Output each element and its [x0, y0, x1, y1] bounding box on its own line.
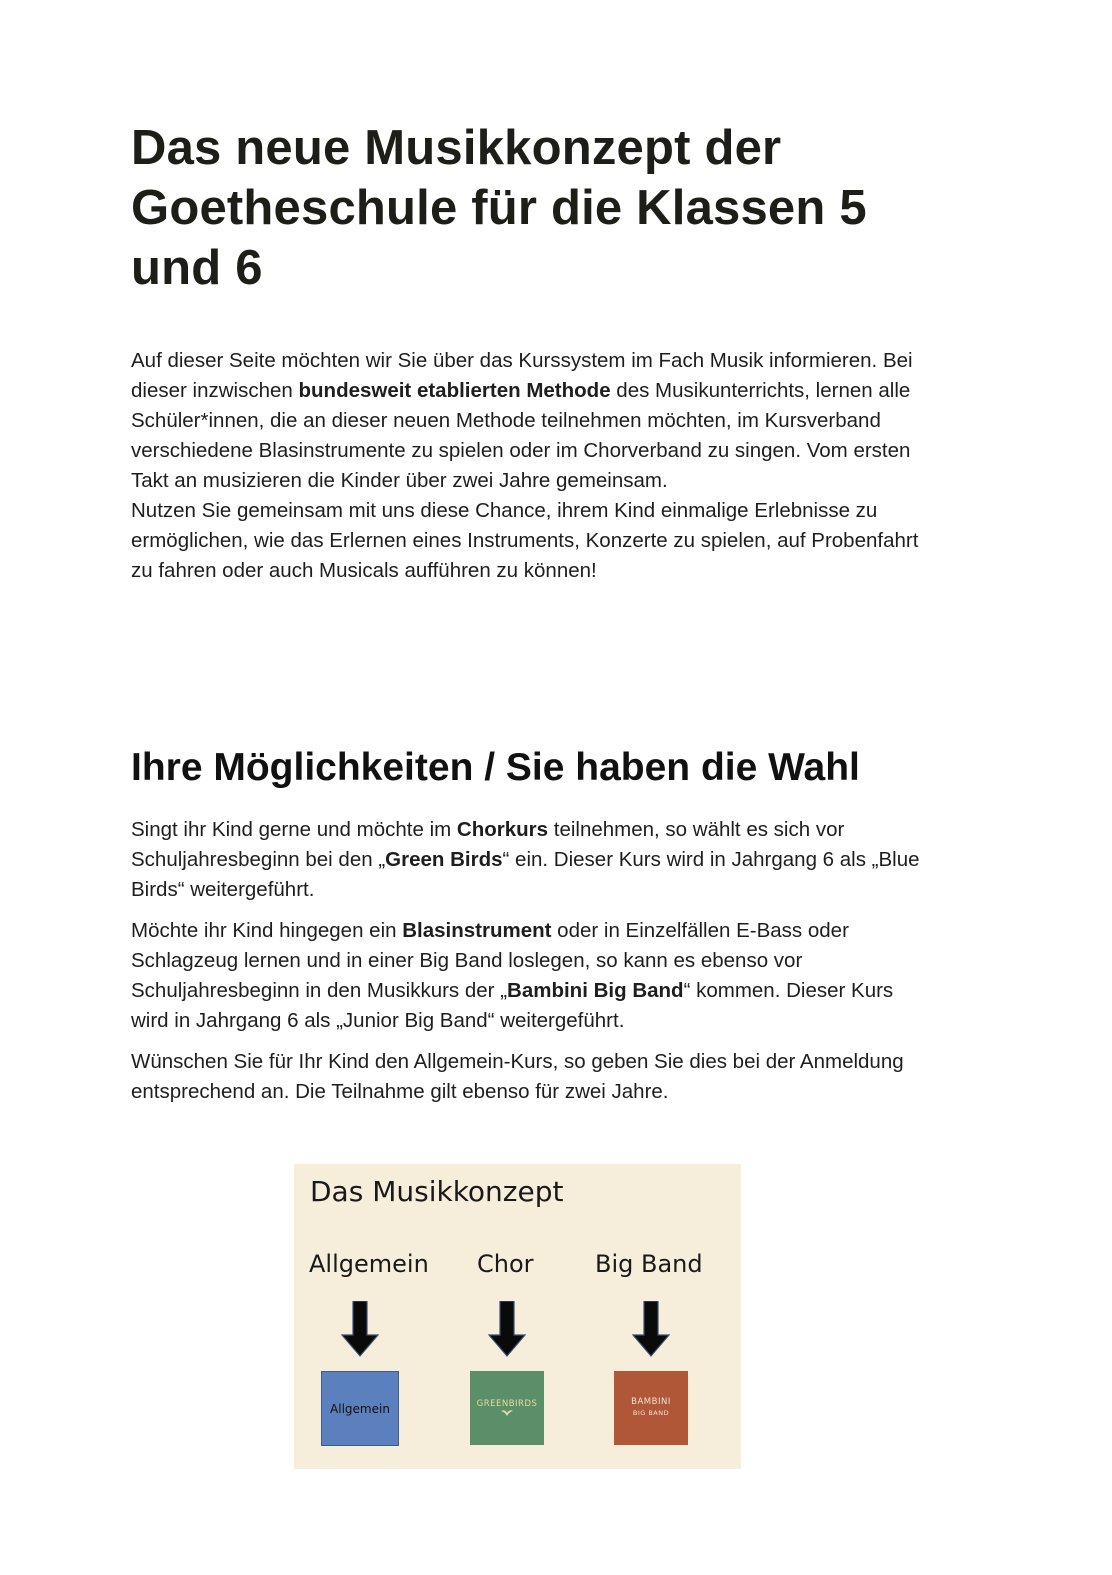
arrow-down-icon	[488, 1301, 526, 1357]
column-label-chor: Chor	[477, 1250, 534, 1278]
allgemein-tile-label: Allgemein	[330, 1401, 390, 1416]
instrument-emphasis: Blasinstrument	[402, 919, 552, 942]
music-concept-figure	[294, 1164, 741, 1469]
document-body	[131, 118, 921, 586]
section-heading: Ihre Möglichkeiten / Sie haben die Wahl	[131, 746, 860, 789]
arrow-down-icon	[341, 1301, 379, 1357]
bambini-big-band-logo	[614, 1371, 688, 1445]
choir-emphasis: Chorkurs	[456, 818, 549, 841]
greenbirds-logo	[470, 1371, 544, 1445]
intro-paragraph-1	[131, 346, 921, 496]
figure-title: Das Musikkonzept	[310, 1175, 564, 1208]
page-title: Das neue Musikkonzept der Goetheschule für die Klassen 5 und 6	[131, 121, 867, 295]
text-span: “ ein. Dieser Kurs wird in Jahrgang 6 als „Blue Birds“ weitergeführt.	[131, 848, 920, 901]
intro-text	[131, 346, 921, 586]
green-birds-emphasis: Green Birds	[385, 848, 503, 871]
column-label-big-band: Big Band	[595, 1250, 703, 1278]
intro-text-span: des Musikunterrichts, lernen alle Schüler*innen, die an dieser neuen Methode teilnehmen möchten, im Kursverband verschiedene Blasinstrumente zu spielen oder im Chorverband zu singen. Vom ersten Takt an musizieren die Kinder über zwei Jahre gemeinsam.	[131, 379, 911, 492]
general-paragraph: Wünschen Sie für Ihr Kind den Allgemein-Kurs, so geben Sie dies bei der Anmeldung entsprechend an. Die Teilnahme gilt ebenso für zwei Jahre.	[131, 1050, 904, 1103]
text-span: oder in Einzelfällen E-Bass oder Schlagzeug lernen und in einer Big Band loslegen, so kann es ebenso vor Schuljahresbeginn in den Musikkurs der „	[131, 919, 849, 1002]
text-span: Möchte ihr Kind hingegen ein	[131, 919, 403, 942]
big-band-logo-text: BIG BAND	[632, 1409, 670, 1417]
bird-icon	[500, 1409, 514, 1417]
column-label-allgemein: Allgemein	[309, 1250, 429, 1278]
intro-text-span: Auf dieser Seite möchten wir Sie über das Kurssystem im Fach Musik informieren. Bei dieser inzwischen	[131, 349, 913, 402]
bambini-emphasis: Bambini Big Band	[507, 979, 684, 1002]
allgemein-tile	[321, 1371, 399, 1446]
intro-emphasis: bundesweit etablierten Methode	[298, 379, 611, 402]
bambini-logo-text: BAMBINI	[631, 1397, 671, 1407]
choir-paragraph	[131, 815, 921, 905]
text-span: teilnehmen, so wählt es sich vor Schuljahresbeginn bei den „	[131, 818, 845, 871]
greenbirds-logo-text: GREENBIRDS	[476, 1399, 538, 1409]
text-span: “ kommen. Dieser Kurs wird in Jahrgang 6 als „Junior Big Band“ weitergeführt.	[131, 979, 894, 1032]
options-text	[131, 815, 921, 1118]
text-span: Singt ihr Kind gerne und möchte im	[131, 818, 457, 841]
arrow-down-icon	[632, 1301, 670, 1357]
band-paragraph	[131, 916, 921, 1036]
intro-paragraph-2: Nutzen Sie gemeinsam mit uns diese Chance, ihrem Kind einmalige Erlebnisse zu ermöglichen, wie das Erlernen eines Instruments, Konzerte zu spielen, auf Probenfahrt zu fahren oder auch Musicals aufführen zu können!	[131, 499, 919, 582]
